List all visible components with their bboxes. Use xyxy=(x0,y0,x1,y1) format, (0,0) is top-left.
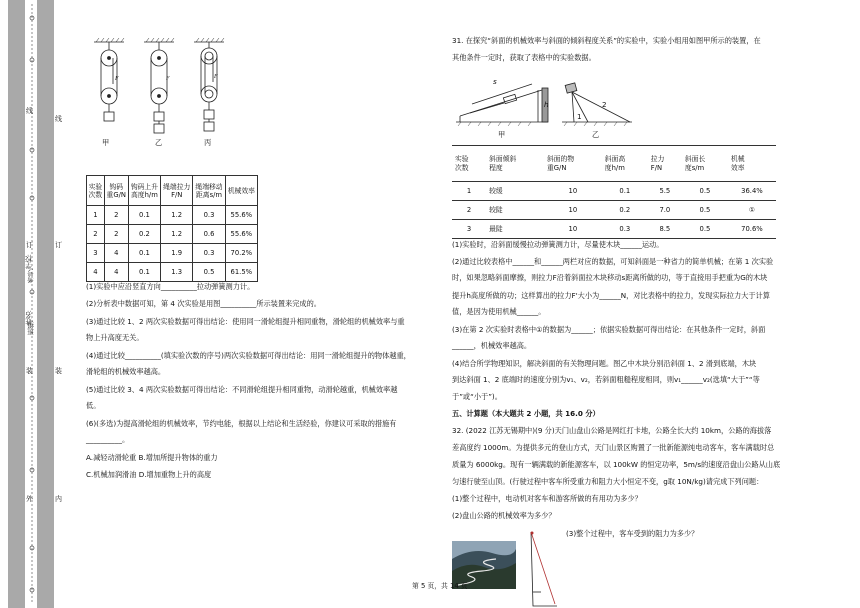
table-header: 钩码 重G/N xyxy=(104,176,128,206)
table-cell: ① xyxy=(728,201,776,220)
question-text: 滑轮组的机械效率越高。 xyxy=(86,367,166,376)
incline-data-table xyxy=(452,145,776,239)
table-cell: 0.3 xyxy=(602,220,648,239)
table-header: 机械效率 xyxy=(225,176,257,206)
table-cell: 0.6 xyxy=(193,225,225,244)
table-cell: 70.2% xyxy=(225,244,257,263)
table-cell: 0.1 xyxy=(128,263,160,282)
question-text: (1)实验中应沿竖直方向__________拉动弹簧测力计。 xyxy=(86,282,255,291)
table-header: 斜面的物 重G/N xyxy=(544,146,602,182)
table-header-row xyxy=(87,176,258,206)
table-cell: 4 xyxy=(87,263,105,282)
table-cell: 0.5 xyxy=(193,263,225,282)
question-text: 到达斜面 1、2 底端时的速度分别为v₁、v₂，若斜面粗糙程度相同，则v₁______v₂(选填“大于”“等 xyxy=(452,375,760,384)
table-cell: 0.1 xyxy=(128,244,160,263)
field-school: 学校: xyxy=(25,254,33,270)
binding-label: 外 xyxy=(26,495,33,503)
table-cell: 较陡 xyxy=(486,201,544,220)
binding-label: 线 xyxy=(26,107,33,115)
table-cell: 0.5 xyxy=(682,220,728,239)
table-cell: 4 xyxy=(104,263,128,282)
svg-text:F: F xyxy=(214,74,218,80)
question-text: (2)盘山公路的机械效率为多少？ xyxy=(452,511,556,520)
fig-label-yi: 乙 xyxy=(592,130,600,139)
table-row xyxy=(87,263,258,282)
table-cell: 4 xyxy=(104,244,128,263)
table-cell: 1 xyxy=(87,206,105,225)
option-text: A.减轻动滑轮重 B.增加所提升物体的重力 xyxy=(86,453,218,462)
table-row xyxy=(452,182,776,201)
table-cell: 5.5 xyxy=(648,182,682,201)
table-cell: 0.3 xyxy=(193,244,225,263)
table-row xyxy=(452,220,776,239)
table-header: 绳端移动 距离s/m xyxy=(193,176,225,206)
table-cell: 0.2 xyxy=(128,225,160,244)
table-cell: 0.5 xyxy=(682,182,728,201)
table-cell: 3 xyxy=(87,244,105,263)
table-row xyxy=(87,244,258,263)
table-cell: 3 xyxy=(452,220,486,239)
table-cell: 7.0 xyxy=(648,201,682,220)
field-exam-no: 考号: xyxy=(27,268,35,284)
table-header: 斜面倾斜 程度 xyxy=(486,146,544,182)
table-cell: 1.2 xyxy=(161,206,193,225)
question-text: ______，机械效率越高。 xyxy=(452,341,532,350)
table-cell: 较缓 xyxy=(486,182,544,201)
table-cell: 0.2 xyxy=(602,201,648,220)
table-row xyxy=(87,206,258,225)
question-text: 31. 在探究“斜面的机械效率与斜面的倾斜程度关系”的实验中，实验小组用如图甲所示的装置，在 xyxy=(452,36,761,45)
table-header: 绳端拉力 F/N xyxy=(161,176,193,206)
pulley-label-yi: 乙 xyxy=(155,138,163,147)
table-cell: 最陡 xyxy=(486,220,544,239)
table-header: 斜面长 度s/m xyxy=(682,146,728,182)
pulley-label-bing: 丙 xyxy=(204,138,212,147)
field-name: 姓名: xyxy=(25,310,33,326)
binding-label: 内 xyxy=(55,495,62,503)
question-text: 提升h高度所做的功；这样算出的拉力F'大小为______N，对比表格中的拉力，发现实际拉力大于计算 xyxy=(452,291,770,300)
table-cell: 61.5% xyxy=(225,263,257,282)
table-cell: 1.9 xyxy=(161,244,193,263)
fig-label-s: s xyxy=(493,77,497,86)
page-footer: 第 5 页，共 14 页 xyxy=(412,582,468,590)
binding-label: 订 xyxy=(55,241,62,249)
table-cell: 55.6% xyxy=(225,206,257,225)
svg-text:F: F xyxy=(166,76,170,82)
question-text: (5)通过比较 3、4 两次实验数据可得出结论：不同滑轮组提升相同重物，动滑轮越重，机械效率越 xyxy=(86,385,398,394)
table-cell: 36.4% xyxy=(728,182,776,201)
question-text: 32. (2022 江苏无锡期中)(9 分)天门山盘山公路是网红打卡地，公路全长大约 10km，公路的海拔落 xyxy=(452,426,772,435)
table-cell: 1 xyxy=(452,182,486,201)
pulley-label-jia: 甲 xyxy=(102,138,110,147)
section-heading: 五、计算题（本大题共 2 小题，共 16.0 分） xyxy=(452,409,600,418)
question-text: (4)结合所学物理知识，解决斜面的有关物理问题。图乙中木块分别沿斜面 1、2 滑到底端，木块 xyxy=(452,359,757,368)
table-cell: 1.2 xyxy=(161,225,193,244)
table-cell: 2 xyxy=(87,225,105,244)
question-text: (6)(多选)为提高滑轮组的机械效率，节约电能，根据以上结论和生活经验，你建议可采取的措施有 xyxy=(86,419,397,428)
svg-text:F: F xyxy=(115,76,119,82)
table-header: 实验 次数 xyxy=(452,146,486,182)
option-text: C.机械加润滑油 D.增加重物上升的高度 xyxy=(86,470,212,479)
fig-label-h: h xyxy=(544,100,549,109)
question-text: 低。 xyxy=(86,401,101,410)
question-text: (4)通过比较__________(填实验次数的序号)两次实验数据可得出结论：用同一滑轮组提升的物体越重， xyxy=(86,351,411,360)
question-text: (1)实验时，沿斜面缓慢拉动弹簧测力计，尽量使木块______运动。 xyxy=(452,240,664,249)
table-cell: 0.3 xyxy=(193,206,225,225)
binding-label: 装 xyxy=(55,367,62,375)
incline-diagram xyxy=(452,66,652,136)
table-cell: 70.6% xyxy=(728,220,776,239)
table-row xyxy=(87,225,258,244)
question-text: 物上升高度无关。 xyxy=(86,333,144,342)
table-cell: 10 xyxy=(544,182,602,201)
table-cell: 2 xyxy=(104,206,128,225)
question-text: 差高度约 1000m。为提供多元的登山方式，天门山景区购置了一批新能源纯电动客车，客车满载时总 xyxy=(452,443,775,452)
question-text: __________。 xyxy=(86,435,130,444)
table-row xyxy=(452,201,776,220)
pulley-diagram xyxy=(90,36,240,156)
question-text: (1)整个过程中，电动机对客车和游客所做的有用功为多少？ xyxy=(452,494,642,503)
pulley-data-table xyxy=(86,175,258,282)
question-text: (3)通过比较 1、2 两次实验数据可得出结论：使用同一滑轮组提升相同重物，滑轮组的机械效率与重 xyxy=(86,317,405,326)
binding-label: 装 xyxy=(26,367,33,375)
field-class: 班级: xyxy=(27,320,35,336)
binding-margin xyxy=(0,0,62,608)
table-cell: 55.6% xyxy=(225,225,257,244)
table-cell: 0.5 xyxy=(682,201,728,220)
binding-label: 订 xyxy=(26,241,33,249)
question-text: 于”或“小于”)。 xyxy=(452,392,502,401)
question-text: (2)通过比较表格中______和______两栏对应的数据，可知斜面是一种省力的简单机械；在第 1 次实验 xyxy=(452,257,774,266)
question-text: 质量为 6000kg。现有一辆满载的新能源客车，以 100kW 的恒定功率，5m/s的速度沿盘山公路从山底 xyxy=(452,460,781,469)
table-cell: 2 xyxy=(104,225,128,244)
table-header: 钩码上升 高度h/m xyxy=(128,176,160,206)
slope-sketch xyxy=(521,528,561,608)
question-text: 匀速行驶至山顶。(行驶过程中客车所受重力和阻力大小恒定不变，g取 10N/kg)请完成下列问题： xyxy=(452,477,764,486)
table-header: 拉力 F/N xyxy=(648,146,682,182)
table-header: 机械 效率 xyxy=(728,146,776,182)
question-text: 其他条件一定时，获取了表格中的实验数据。 xyxy=(452,53,596,62)
fig-label-2: 2 xyxy=(602,100,607,109)
table-header: 实验 次数 xyxy=(87,176,105,206)
question-text: (2)分析表中数据可知，第 4 次实验是用图__________所示装置来完成的。 xyxy=(86,299,321,308)
question-text: 值，是因为使用机械______。 xyxy=(452,307,546,316)
table-header: 斜面高 度h/m xyxy=(602,146,648,182)
table-cell: 10 xyxy=(544,220,602,239)
fig-label-1: 1 xyxy=(577,112,582,121)
table-cell: 10 xyxy=(544,201,602,220)
question-text: (3)在第 2 次实验时表格中①的数据为______；依据实验数据可得出结论：在其他条件一定时，斜面 xyxy=(452,325,766,334)
fig-label-jia: 甲 xyxy=(498,130,506,139)
table-cell: 0.1 xyxy=(128,206,160,225)
table-cell: 8.5 xyxy=(648,220,682,239)
table-header-row xyxy=(452,146,776,182)
question-text: (3)整个过程中，客车受到的阻力为多少？ xyxy=(566,529,699,538)
table-cell: 2 xyxy=(452,201,486,220)
table-cell: 0.1 xyxy=(602,182,648,201)
binding-label: 线 xyxy=(55,115,62,123)
question-text: 时，如果忽略斜面摩擦，则拉力F沿着斜面拉木块移动s距离所做的功，等于直接用手把重为G的木块 xyxy=(452,273,768,282)
table-cell: 1.3 xyxy=(161,263,193,282)
